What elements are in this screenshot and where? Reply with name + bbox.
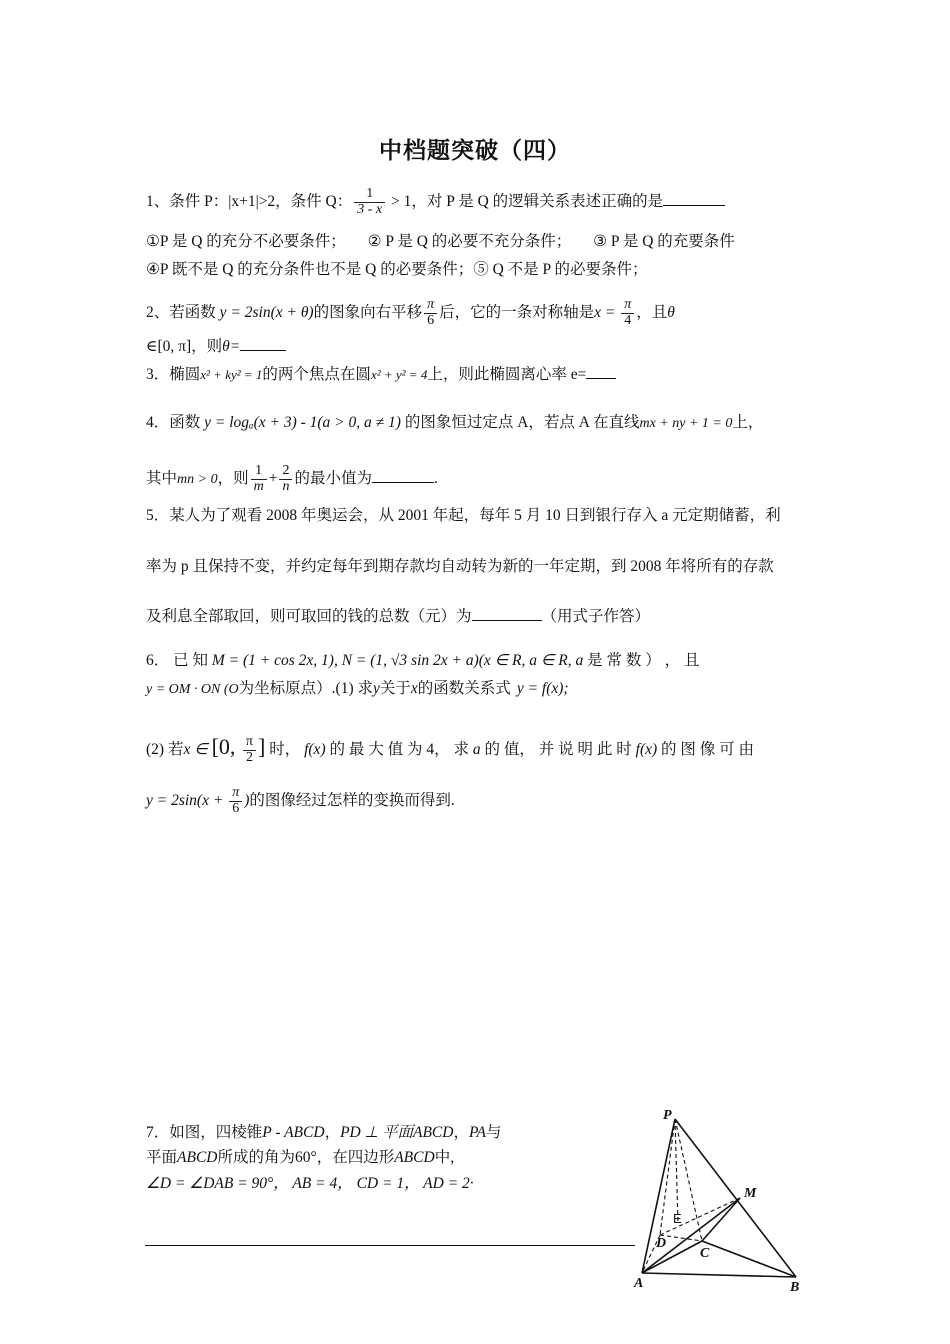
question-7-line1 [146, 1122, 501, 1144]
q6-fx3: f(x) [635, 740, 658, 758]
q4-text-c: 上， [732, 414, 764, 431]
q4-f2-den: n [282, 478, 290, 494]
q1-option-4-5: ④P 既不是 Q 的充分条件也不是 Q 的必要条件；⑤ Q 不是 P 的必要条件； [146, 261, 648, 278]
q3-answer-blank [586, 364, 616, 379]
q6-close-paren: ) [244, 791, 250, 809]
q6-text-b: 是 常 数 ） ， 且 [583, 652, 700, 669]
q7-in: 中, [434, 1149, 455, 1166]
q6-pi: π [243, 735, 256, 751]
label-E: E [673, 1211, 682, 1226]
edge-CM [702, 1198, 740, 1241]
q6-fx: y = f(x); [516, 680, 569, 697]
q1-option-1: ①P 是 Q 的充分不必要条件； [146, 233, 346, 250]
q6-interval-open: [0, [211, 733, 241, 759]
q6-x: x [410, 680, 418, 697]
label-C: C [700, 1246, 710, 1261]
q4-f1-den: m [253, 478, 264, 494]
pyramid-figure [630, 1105, 815, 1295]
q4-text-l2c: 的最小值为 [294, 469, 372, 487]
q4-f1-num: 1 [251, 464, 267, 480]
q2-text-d: ，且 [636, 303, 668, 321]
q4-line-eq: mx + ny + 1 = 0 [639, 416, 733, 431]
q7-comma-2: ， [453, 1124, 469, 1141]
q6-text-explain: 的 值， 并 说 明 此 时 [480, 740, 636, 758]
q6-interval-x: x ∈ [183, 740, 212, 758]
q3-ellipse-eq: x² + ky² = 1 [200, 367, 263, 382]
q1-frac-num: 1 [354, 187, 385, 203]
q5-text-a: 及利息全部取回，则可取回的钱的总数（元）为 [146, 608, 472, 625]
question-4-line1 [146, 412, 763, 435]
question-2-line2 [146, 336, 286, 358]
q5-text-b: （用式子作答） [541, 608, 651, 625]
q2-axis-fraction [621, 298, 634, 328]
q1-frac-den: 3 - x [357, 201, 383, 217]
q6-vectors: M = (1 + cos 2x, 1), N = (1, √3 sin 2x + a)(x ∈ R, a ∈ R, a [211, 652, 584, 669]
q1-fraction [354, 187, 385, 217]
question-6-line4 [146, 786, 455, 816]
q4-text-l2a: 其中 [146, 469, 178, 487]
q6-text-a: 6． 已 知 [146, 652, 212, 669]
q7-abcd-1: ABCD [177, 1149, 218, 1166]
q7-pyramid: P - ABCD [262, 1124, 325, 1141]
q2-text-b: 的图象向右平移 [313, 303, 423, 321]
q2-text-c: 后，它的一条对称轴是 [439, 303, 595, 321]
q1-option-3: ③ P 是 Q 的充要条件 [593, 233, 735, 250]
question-4-line2 [146, 464, 438, 494]
q4-f2-num: 2 [279, 464, 292, 480]
label-P: P [663, 1108, 672, 1123]
q7-comma-1: ， [324, 1124, 341, 1141]
question-7-line2 [146, 1147, 454, 1169]
q6-origin-note: 为坐标原点）. [238, 680, 336, 697]
q6-text-transform: 的图像经过怎样的变换而得到. [249, 791, 455, 809]
q6-fx2: f(x) [304, 740, 326, 758]
q1-text-a: 1、条件 P：|x+1|>2，条件 Q： [146, 192, 353, 210]
q5-answer-blank [472, 606, 542, 621]
question-6-line3 [146, 735, 754, 765]
label-M: M [744, 1186, 757, 1201]
q2-frac2-num: π [621, 298, 634, 314]
q2-shift-fraction [424, 298, 437, 328]
q4-condition: mn > 0 [177, 471, 218, 487]
q2-function: y = 2sin(x + θ) [219, 303, 314, 321]
q7-plane: 平面 [146, 1149, 178, 1166]
question-3 [146, 364, 616, 386]
q4-fraction-2 [279, 464, 292, 494]
q2-frac2-den: 4 [624, 312, 632, 328]
answer-line [145, 1245, 635, 1246]
q6-interval-close: ] [258, 733, 266, 759]
q6-six: 6 [232, 800, 240, 816]
label-A: A [634, 1276, 644, 1291]
q4-function: y = logₐ(x + 3) - 1(a > 0, a ≠ 1) [204, 414, 401, 431]
question-1-stem [146, 187, 725, 217]
q4-text-b: 的图象恒过定点 A，若点 A 在直线 [400, 414, 640, 431]
q7-angle-text: 所成的角为 [217, 1149, 295, 1166]
q7-with: 与 [485, 1124, 502, 1141]
q4-text-a: 4．函数 [146, 414, 205, 431]
question-7-line3: ∠D = ∠DAB = 90°， AB = 4， CD = 1， AD = 2· [146, 1175, 474, 1192]
q4-answer-blank [372, 468, 434, 483]
question-6-line1 [146, 650, 700, 672]
q2-frac-num: π [424, 298, 437, 314]
page-title: 中档题突破（四） [379, 138, 571, 163]
q2-text-a: 2、若函数 [146, 303, 220, 321]
edge-PE [675, 1119, 678, 1223]
q3-text-b: 的两个焦点在圆 [262, 366, 371, 383]
question-1-options-row1 [146, 231, 735, 253]
q6-two: 2 [245, 749, 253, 765]
q1-answer-blank [663, 191, 725, 206]
question-2-line1 [146, 298, 675, 328]
q3-text-a: 3．椭圆 [146, 366, 201, 383]
q2-range: ∈[0, π]，则 [146, 338, 223, 355]
question-5-line1: 5．某人为了观看 2008 年奥运会，从 2001 年起，每年 5 月 10 日到银行存入 a 元定期储蓄，利 [146, 507, 781, 524]
q6-text-graph: 的 图 像 可 由 [657, 740, 755, 758]
q6-y: y [373, 680, 380, 697]
q7-perpendicular: PD ⊥ 平面ABCD [340, 1124, 454, 1141]
edge-DC [660, 1235, 702, 1241]
question-5-line2: 率为 p 且保持不变，并约定每年到期存款均自动转为新的一年定期，到 2008 年将所有的存款 [146, 558, 774, 575]
edge-AC [642, 1241, 702, 1273]
q7-quad-text: ，在四边形 [316, 1149, 395, 1166]
q3-circle-eq: x² + y² = 4 [370, 367, 428, 382]
q2-theta-answer: θ= [222, 338, 241, 355]
q4-period: . [433, 469, 438, 487]
q6-text-max: 的 最 大 值 为 4， 求 [325, 740, 473, 758]
q4-text-l2b: ，则 [217, 469, 249, 487]
q6-a: a [472, 740, 481, 758]
q3-text-c: 上，则此椭圆离心率 e= [427, 366, 587, 383]
q7-pa: PA [468, 1124, 486, 1141]
q6-text-about: 关于 [379, 680, 411, 697]
q1-option-2: ② P 是 Q 的必要不充分条件； [367, 233, 572, 250]
q2-axis: x = [594, 303, 620, 321]
q1-text-b: > 1，对 P 是 Q 的逻辑关系表述正确的是 [387, 192, 664, 210]
question-5-line3 [146, 606, 650, 628]
q6-base-function: y = 2sin(x + [146, 791, 228, 809]
q2-answer-blank [240, 336, 286, 351]
q7-abcd-2: ABCD [394, 1149, 435, 1166]
q6-part1: (1) 求 [335, 680, 373, 697]
q7-angle-value: 60° [295, 1149, 317, 1166]
q6-pi2: π [229, 786, 242, 802]
q6-interval-fraction [243, 735, 256, 765]
q6-part2: (2) 若 [146, 740, 184, 758]
q4-plus: + [268, 469, 278, 487]
label-B: B [790, 1280, 800, 1295]
question-6-line2 [146, 678, 569, 701]
q6-text-when: 时， [265, 740, 305, 758]
edge-AB [642, 1273, 796, 1277]
q2-theta: θ [667, 303, 675, 321]
q6-dot-product: y = OM · ON (O [146, 682, 239, 697]
q7-text-a: 7．如图，四棱锥 [146, 1124, 263, 1141]
label-D: D [656, 1236, 667, 1251]
q2-frac-den: 6 [427, 312, 435, 328]
q6-shift-fraction [229, 786, 242, 816]
q4-fraction-1 [251, 464, 267, 494]
q6-text-relation: 的函数关系式 [417, 680, 511, 697]
